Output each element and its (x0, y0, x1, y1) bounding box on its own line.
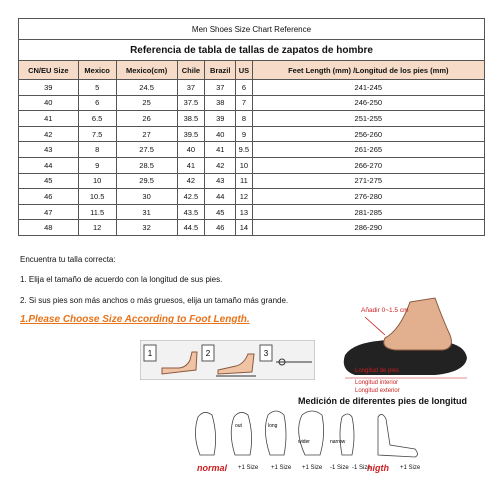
measure-steps-strip (140, 340, 315, 380)
table-cell: 32 (116, 220, 177, 236)
table-cell: 9 (78, 157, 116, 173)
table-cell: 41 (19, 111, 79, 127)
table-cell: 43 (205, 173, 236, 189)
size-label-3: +1 Size (302, 465, 323, 471)
table-header-cell: Mexico(cm) (116, 61, 177, 80)
table-header-cell: CN/EU Size (19, 61, 79, 80)
table-cell: 281-285 (252, 204, 484, 220)
table-cell: 14 (236, 220, 252, 236)
table-body (19, 80, 485, 236)
shoe-foot-diagram (325, 290, 475, 395)
table-cell: 44 (205, 189, 236, 205)
table-cell: 8 (78, 142, 116, 158)
table-cell: 26 (116, 111, 177, 127)
table-cell: 8 (236, 111, 252, 127)
table-cell: 11 (236, 173, 252, 189)
size-chart-table (18, 18, 485, 236)
table-cell: 46 (19, 189, 79, 205)
foot-outline-3 (265, 411, 286, 455)
foot-label-narrow: narrow (330, 439, 346, 445)
table-header-cell: Mexico (78, 61, 116, 80)
size-label-4: -1 Size (330, 465, 349, 471)
table-cell: 43 (19, 142, 79, 158)
table-cell: 42.5 (177, 189, 205, 205)
table-row (19, 189, 485, 205)
table-cell: 37 (177, 80, 205, 96)
table-cell: 9.5 (236, 142, 252, 158)
table-cell: 10 (236, 157, 252, 173)
table-cell: 47 (19, 204, 79, 220)
add-cm-label: Añadir 0~1.5 cm (361, 307, 409, 314)
table-cell: 6 (236, 80, 252, 96)
table-cell: 29.5 (116, 173, 177, 189)
table-header-cell: Feet Length (mm) /Longitud de los pies (mm) (252, 61, 484, 80)
table-title-en: Men Shoes Size Chart Reference (19, 19, 485, 40)
table-row (19, 142, 485, 158)
size-label-5: -1 Size (352, 465, 371, 471)
length-outer-label: Longitud exterior (355, 388, 400, 394)
size-label-2: +1 Size (271, 465, 292, 471)
foot-label-out: out (235, 423, 242, 429)
foot-outlines-row (190, 405, 430, 460)
table-cell: 41 (177, 157, 205, 173)
table-cell: 42 (205, 157, 236, 173)
table-cell: 31 (116, 204, 177, 220)
table-cell: 10.5 (78, 189, 116, 205)
table-cell: 39.5 (177, 126, 205, 142)
foot-label-long: long (268, 423, 278, 429)
table-cell: 37.5 (177, 95, 205, 111)
size-label-1: +1 Size (238, 465, 259, 471)
foot-outline-2 (231, 412, 251, 455)
foot-outline-1 (195, 412, 215, 455)
table-cell: 39 (205, 111, 236, 127)
foot-label-wider: wider (298, 439, 310, 445)
table-header-cell: Brazil (205, 61, 236, 80)
size-label-6: +1 Size (400, 465, 421, 471)
instructions-heading: Encuentra tu talla correcta: (20, 255, 116, 264)
table-cell: 13 (236, 204, 252, 220)
table-cell: 44.5 (177, 220, 205, 236)
table-title-es: Referencia de tabla de tallas de zapatos de hombre (19, 40, 485, 61)
table-cell: 27.5 (116, 142, 177, 158)
table-row (19, 157, 485, 173)
table-cell: 27 (116, 126, 177, 142)
length-inner-label: Longitud interior (355, 380, 399, 386)
table-cell: 41 (205, 142, 236, 158)
table-cell: 48 (19, 220, 79, 236)
table-cell: 39 (19, 80, 79, 96)
table-cell: 37 (205, 80, 236, 96)
table-cell: 40 (19, 95, 79, 111)
table-header-cell: Chile (177, 61, 205, 80)
step-2-number: 2 (205, 349, 211, 358)
step-1-number: 1 (147, 349, 153, 358)
label-high: higth (367, 463, 389, 473)
length-feet-label: Longitud de pies (355, 368, 400, 374)
banner-choose-size: 1.Please Choose Size According to Foot Length. (20, 314, 250, 325)
table-cell: 256-260 (252, 126, 484, 142)
foot-outline-4 (299, 411, 324, 455)
table-row (19, 111, 485, 127)
table-cell: 12 (236, 189, 252, 205)
instruction-step-1: 1. Elija el tamaño de acuerdo con la longitud de sus pies. (20, 275, 223, 284)
table-cell: 11.5 (78, 204, 116, 220)
table-cell: 261-265 (252, 142, 484, 158)
table-row (19, 173, 485, 189)
table-cell: 24.5 (116, 80, 177, 96)
step-3-number: 3 (263, 349, 269, 358)
table-cell: 28.5 (116, 157, 177, 173)
table-cell: 38.5 (177, 111, 205, 127)
measurement-caption: Medición de diferentes pies de longitud (298, 396, 468, 406)
table-cell: 46 (205, 220, 236, 236)
table-row (19, 126, 485, 142)
foot-outline-6 (378, 414, 418, 457)
table-cell: 7 (236, 95, 252, 111)
table-cell: 276-280 (252, 189, 484, 205)
label-normal: normal (197, 463, 228, 473)
table-cell: 7.5 (78, 126, 116, 142)
foot-outline-5 (340, 414, 354, 455)
table-row (19, 204, 485, 220)
table-cell: 30 (116, 189, 177, 205)
table-cell: 40 (177, 142, 205, 158)
table-cell: 241-245 (252, 80, 484, 96)
table-cell: 45 (205, 204, 236, 220)
table-cell: 251-255 (252, 111, 484, 127)
table-cell: 10 (78, 173, 116, 189)
table-cell: 43.5 (177, 204, 205, 220)
table-cell: 40 (205, 126, 236, 142)
table-cell: 286-290 (252, 220, 484, 236)
table-row (19, 80, 485, 96)
table-cell: 271-275 (252, 173, 484, 189)
instruction-step-2: 2. Si sus pies son más anchos o más gruesos, elija un tamaño más grande. (20, 296, 289, 305)
foot-shape (384, 298, 452, 350)
table-cell: 246-250 (252, 95, 484, 111)
table-cell: 5 (78, 80, 116, 96)
table-cell: 6 (78, 95, 116, 111)
table-cell: 6.5 (78, 111, 116, 127)
table-cell: 38 (205, 95, 236, 111)
table-row (19, 220, 485, 236)
table-cell: 25 (116, 95, 177, 111)
table-cell: 42 (19, 126, 79, 142)
table-header-cell: US (236, 61, 252, 80)
table-row (19, 95, 485, 111)
table-cell: 45 (19, 173, 79, 189)
table-header-row (19, 61, 485, 80)
table-cell: 12 (78, 220, 116, 236)
table-cell: 266-270 (252, 157, 484, 173)
table-cell: 42 (177, 173, 205, 189)
table-cell: 44 (19, 157, 79, 173)
table-cell: 9 (236, 126, 252, 142)
